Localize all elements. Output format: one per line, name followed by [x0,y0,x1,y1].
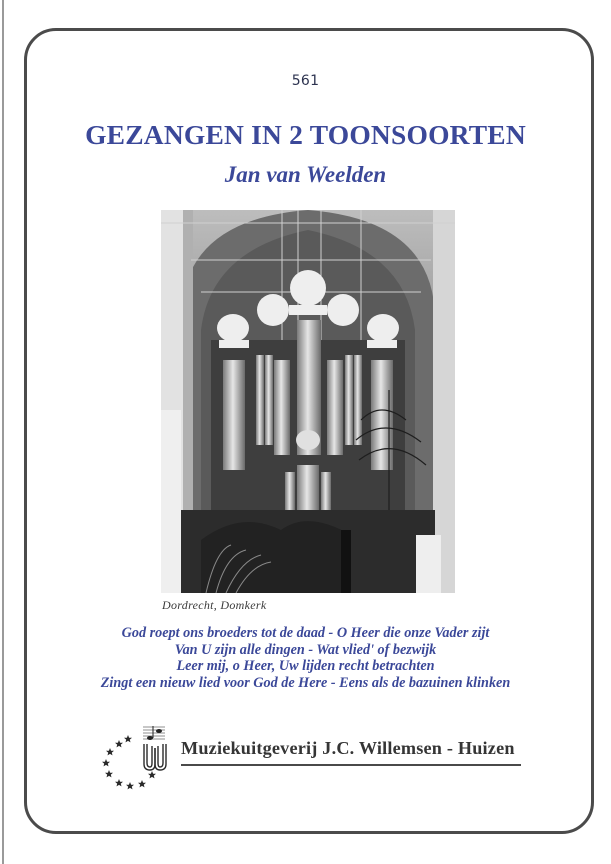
contents-list [0,625,611,691]
contents-line: God roept ons broeders tot de daad - O Heer die onze Vader zijt [121,625,490,641]
photo-caption: Dordrecht, Domkerk [162,598,267,612]
page-title: GEZANGEN IN 2 TOONSOORTEN [85,119,526,150]
contents-line: Van U zijn alle dingen - Wat vlied' of bezwijk [174,641,437,658]
contents-line: Zingt een nieuw lied voor God de Here - Eens als de bazuinen klinken [100,674,511,691]
star-circle-w-logo-icon [95,718,175,790]
publisher-name: Muziekuitgeverij J.C. Willemsen - Huizen [181,738,515,758]
composer-name: Jan van Weelden [224,162,387,187]
organ-photo-illustration [161,210,455,593]
catalog-number: 561 [291,73,320,89]
contents-line: Leer mij, o Heer, Uw lijden recht betrachten [176,658,435,674]
publisher-underline [181,764,521,766]
church-organ-photo [161,210,455,593]
